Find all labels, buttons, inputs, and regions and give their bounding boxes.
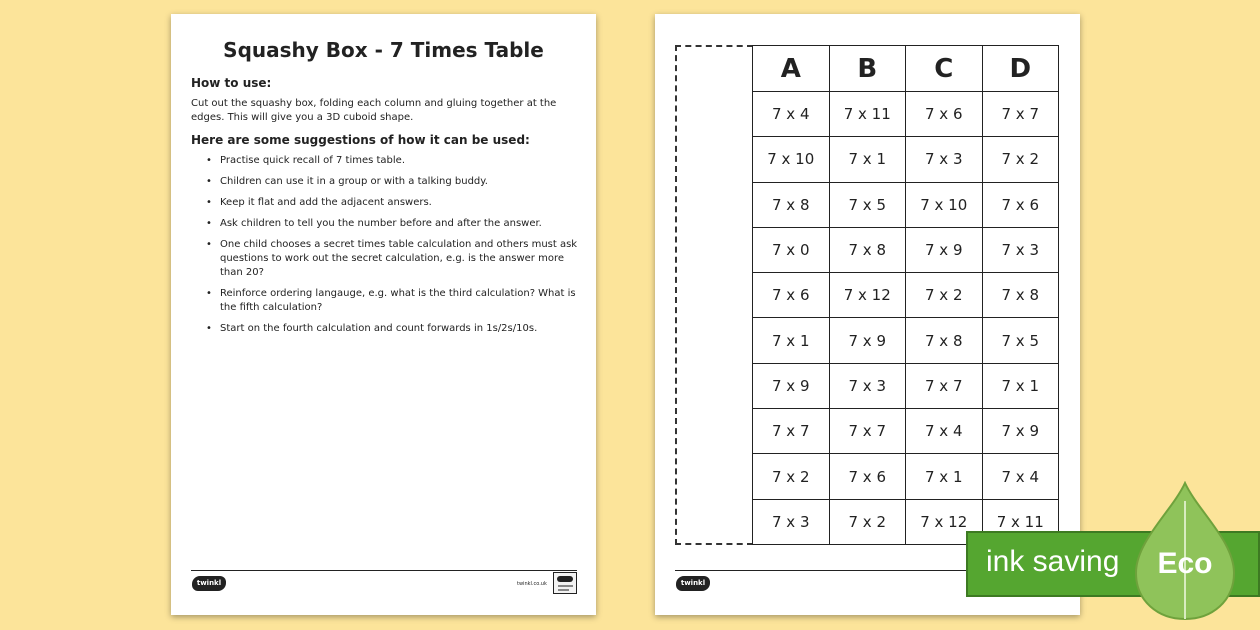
table-cell: 7 x 11 [829,92,906,137]
suggestion-item: • One child chooses a secret times table calculation and others must ask questions to work out the secret calculation, e.g. is the answer more than 20? [206,239,578,278]
header-row [753,46,1059,92]
footer-divider [191,570,577,571]
glue-tab-cut-line [675,45,753,545]
quality-badge-icon [553,572,577,594]
table-cell: 7 x 5 [829,182,906,227]
table-cell: 7 x 2 [753,454,830,499]
table-cell: 7 x 10 [906,182,983,227]
site-url: twinkl.co.uk [517,581,547,587]
column-header: D [982,46,1059,92]
table-cell: 7 x 6 [829,454,906,499]
table-cell: 7 x 0 [753,227,830,272]
how-to-use-heading: How to use: [191,76,272,90]
table-cell: 7 x 6 [753,273,830,318]
table-cell: 7 x 7 [753,409,830,454]
table-row [753,409,1059,454]
column-header: C [906,46,983,92]
table-cell: 7 x 12 [829,273,906,318]
suggestion-item: • Start on the fourth calculation and count forwards in 1s/2s/10s. [206,323,538,334]
table-cell: 7 x 9 [906,227,983,272]
table-cell: 7 x 8 [829,227,906,272]
table-cell: 7 x 9 [982,409,1059,454]
twinkl-logo: twinkl [192,576,226,591]
table-row [753,454,1059,499]
table-cell: 7 x 3 [753,499,830,544]
table-cell: 7 x 4 [982,454,1059,499]
table-cell: 7 x 9 [829,318,906,363]
table-cell: 7 x 1 [753,318,830,363]
table-cell: 7 x 5 [982,318,1059,363]
table-cell: 7 x 2 [829,499,906,544]
instructions-content [191,76,579,343]
times-table-grid [752,45,1059,545]
suggestion-item: • Practise quick recall of 7 times table. [206,155,406,166]
suggestion-item: • Ask children to tell you the number before and after the answer. [206,218,542,229]
column-header: A [753,46,830,92]
suggestion-item: • Keep it flat and add the adjacent answers. [206,197,432,208]
table-row [753,182,1059,227]
column-header: B [829,46,906,92]
table-cell: 7 x 3 [982,227,1059,272]
table-cell: 7 x 7 [906,363,983,408]
table-cell: 7 x 8 [753,182,830,227]
table-row [753,363,1059,408]
table-cell: 7 x 3 [829,363,906,408]
table-row [753,318,1059,363]
eco-label: Eco [1157,547,1213,580]
table-cell: 7 x 1 [982,363,1059,408]
table-cell: 7 x 9 [753,363,830,408]
how-to-use-text: Cut out the squashy box, folding each column and gluing together at the edges. This will give you a 3D cuboid shape. [191,98,557,123]
page-title: Squashy Box - 7 Times Table [223,38,544,62]
table-cell: 7 x 1 [906,454,983,499]
suggestions-list [191,154,579,336]
suggestion-item: • Reinforce ordering langauge, e.g. what is the third calculation? What is the fifth calculation? [206,288,576,313]
eco-leaf-drop-icon [1132,481,1238,621]
table-cell: 7 x 12 [906,499,983,544]
table-cell: 7 x 10 [753,137,830,182]
table-cell: 7 x 4 [753,92,830,137]
table-cell: 7 x 6 [982,182,1059,227]
table-cell: 7 x 4 [906,409,983,454]
table-cell: 7 x 11 [982,499,1059,544]
table-row [753,137,1059,182]
instructions-page [171,14,596,615]
table-cell: 7 x 2 [906,273,983,318]
table-cell: 7 x 1 [829,137,906,182]
twinkl-logo: twinkl [676,576,710,591]
table-row [753,227,1059,272]
table-cell: 7 x 2 [982,137,1059,182]
suggestion-item: • Children can use it in a group or with a talking buddy. [206,176,488,187]
table-cell: 7 x 3 [906,137,983,182]
squashy-box-page [655,14,1080,615]
table-row [753,273,1059,318]
table-cell: 7 x 7 [829,409,906,454]
suggestions-heading: Here are some suggestions of how it can be used: [191,133,530,147]
table-row [753,92,1059,137]
ink-saving-label: ink saving [986,545,1120,578]
table-cell: 7 x 6 [906,92,983,137]
table-cell: 7 x 7 [982,92,1059,137]
table-cell: 7 x 8 [982,273,1059,318]
table-cell: 7 x 8 [906,318,983,363]
